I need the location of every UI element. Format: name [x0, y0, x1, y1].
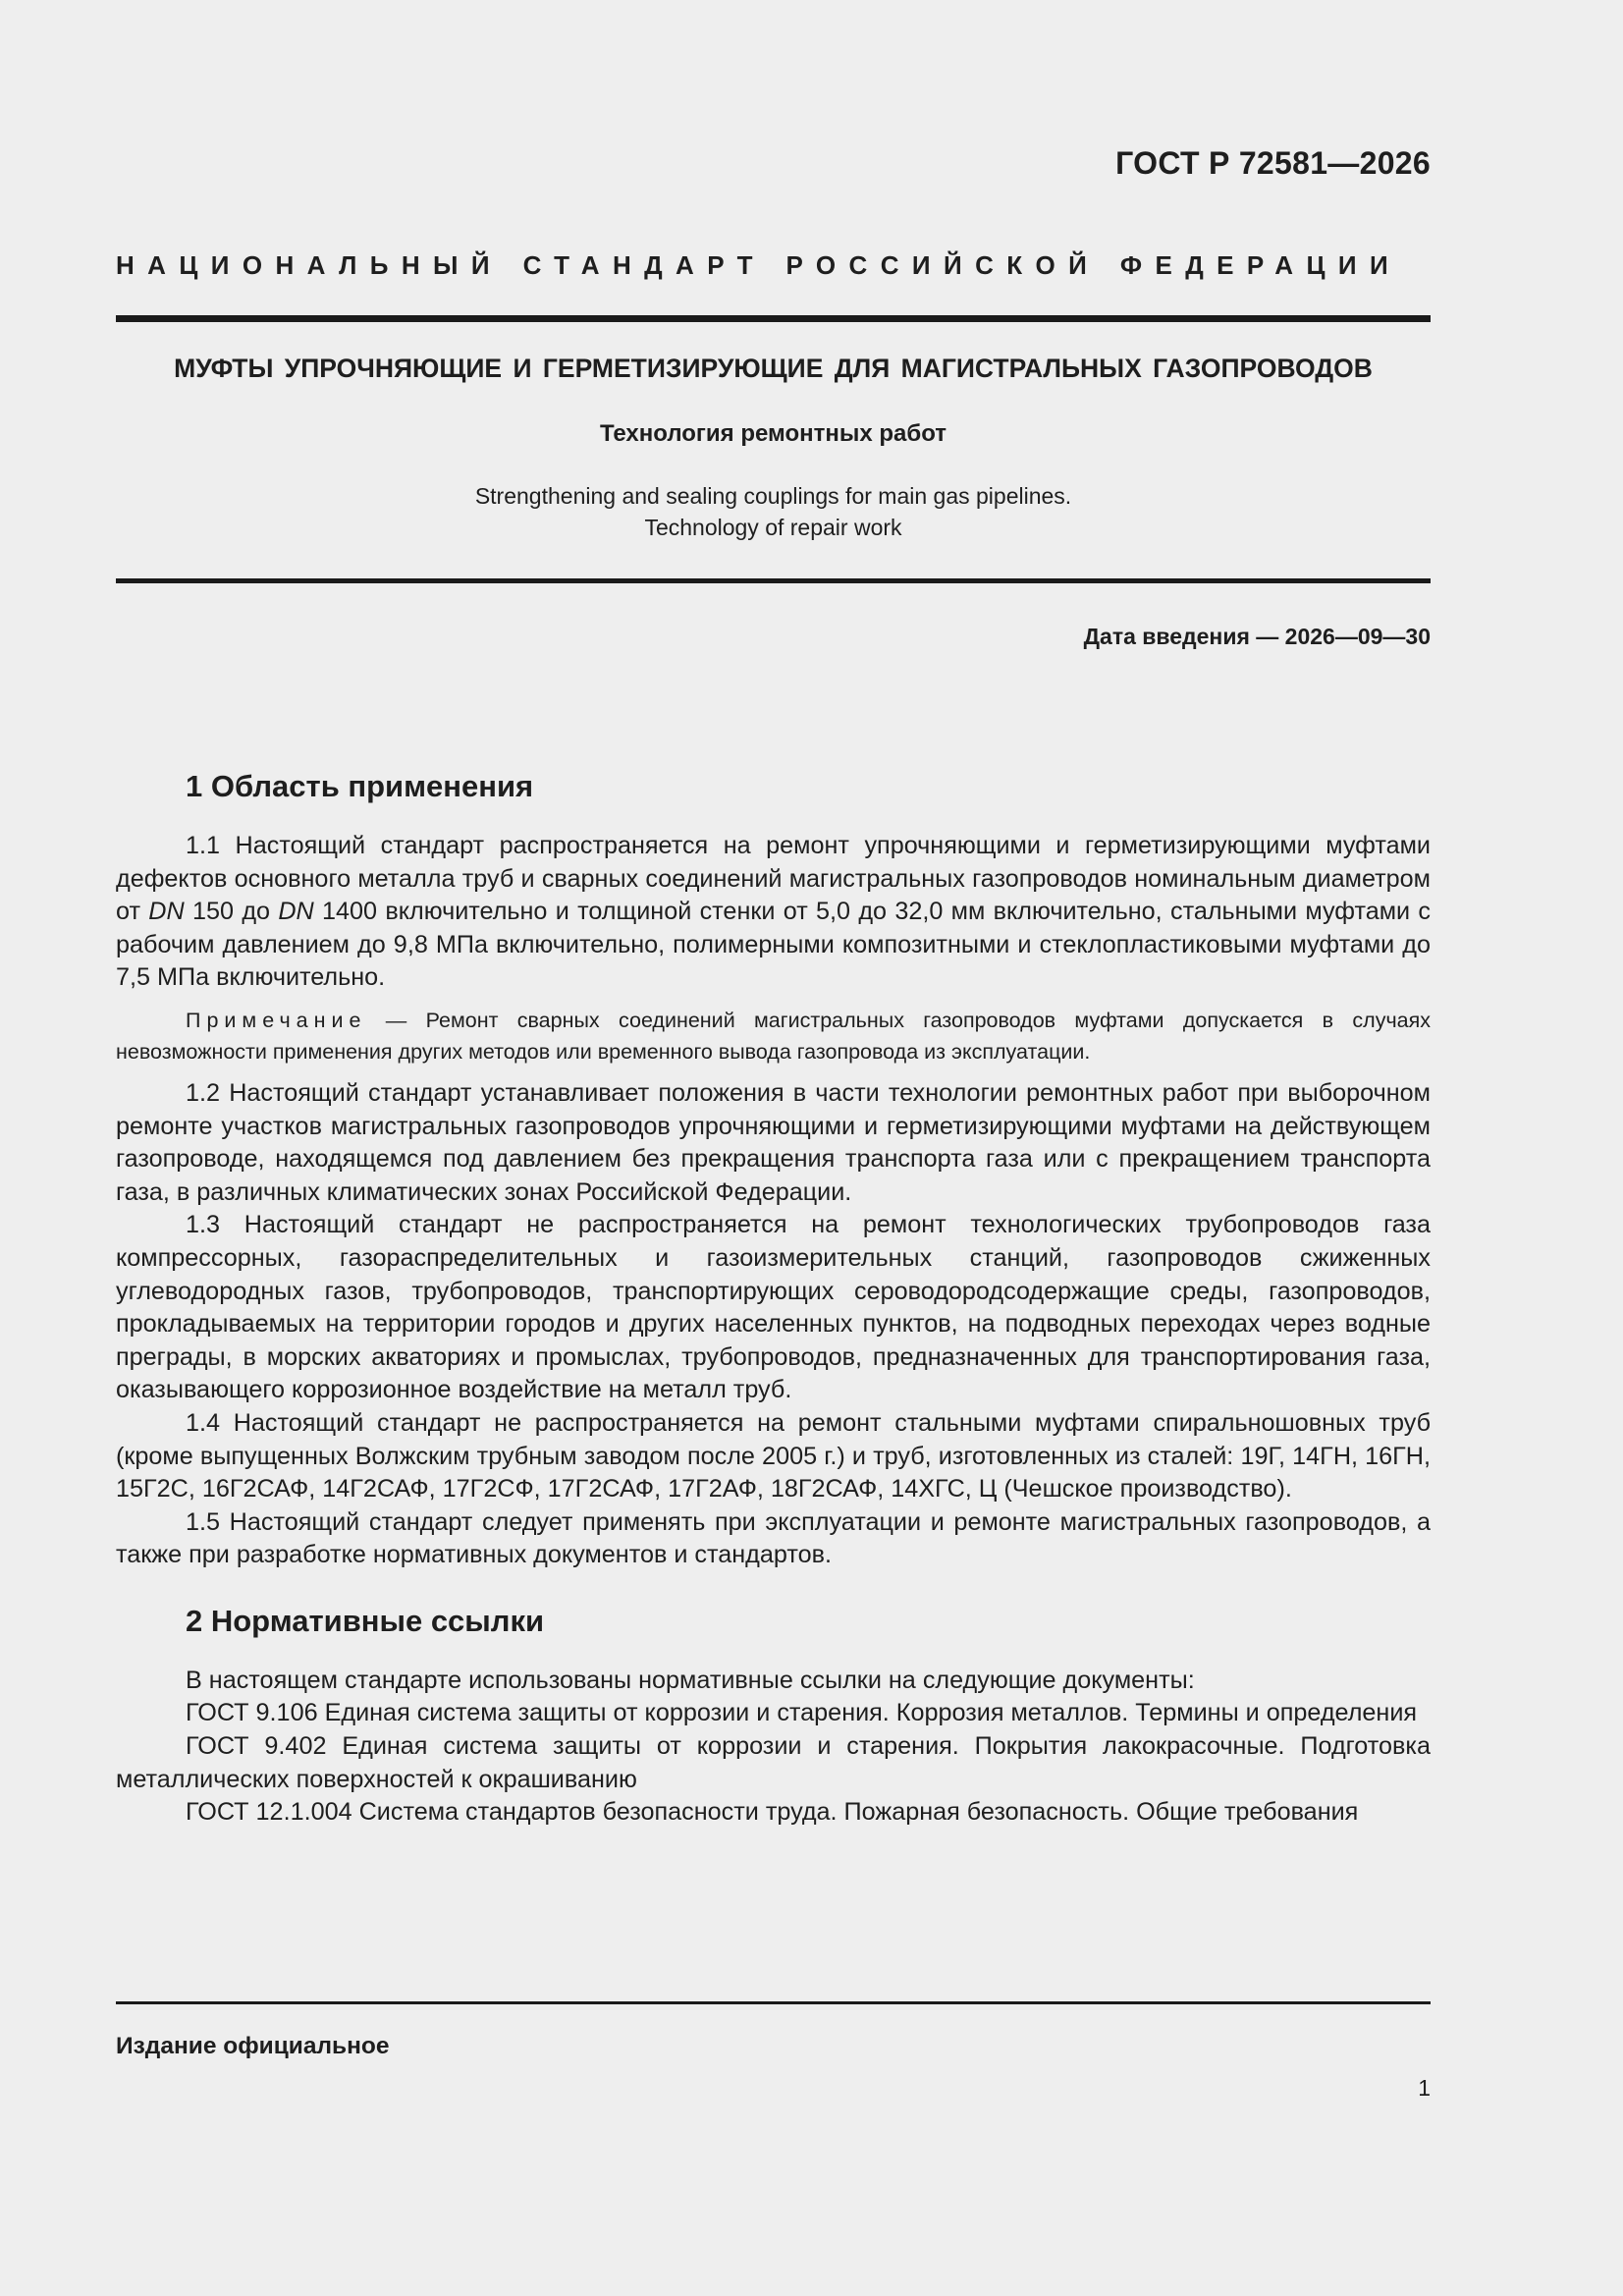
clause-1-3: 1.3 Настоящий стандарт не распространяется на ремонт технологических трубопроводов газа компрессорных, газораспределительных и газоизмерительных станций, газопроводов сжиженных углеводородных газов, трубопроводов, транспортирующих сероводородсодержащие среды, газопроводов, прокладываемых на территории городов и других населенных пунктов, на подводных переходах через водные преграды, в морских акваториях и промыслах, трубопроводов, предназначенных для транспортирования газа, оказывающего коррозионное воздействие на металл труб. — [116, 1211, 1431, 1404]
reference-item: ГОСТ 12.1.004 Система стандартов безопасности труда. Пожарная безопасность. Общие требования — [186, 1798, 1359, 1827]
clause-1-5: 1.5 Настоящий стандарт следует применять при эксплуатации и ремонте магистральных газопроводов, а также при разработке нормативных документов и стандартов. — [116, 1507, 1431, 1569]
reference-item: ГОСТ 9.106 Единая система защиты от коррозии и старения. Коррозия металлов. Термины и определения — [186, 1699, 1418, 1727]
document-title: МУФТЫ УПРОЧНЯЮЩИЕ И ГЕРМЕТИЗИРУЮЩИЕ ДЛЯ МАГИСТРАЛЬНЫХ ГАЗОПРОВОДОВ — [174, 354, 1373, 383]
note — [116, 1005, 1431, 1067]
title-divider — [116, 578, 1431, 583]
document-number: ГОСТ Р 72581—2026 — [1115, 145, 1431, 181]
clause-1-4: 1.4 Настоящий стандарт не распространяется на ремонт стальными муфтами спиральношовных труб (кроме выпущенных Волжским трубным заводом после 2005 г.) и труб, изготовленных из сталей: 19Г, 14ГН, 16ГН, 15Г2С, 16Г2САФ, 14Г2САФ, 17Г2СФ, 17Г2САФ, 17Г2АФ, 18Г2САФ, 14ХГС, Ц (Чешское производство). — [116, 1408, 1431, 1503]
page-number: 1 — [1418, 2075, 1431, 2101]
document-body — [116, 763, 1431, 1830]
section-2-heading: 2 Нормативные ссылки — [186, 1603, 545, 1638]
english-title-line-2: Technology of repair work — [644, 515, 902, 540]
clause-1-1-text-c: 1400 включительно и толщиной стенки от 5,0 до 32,0 мм включительно, стальными муфтами с рабочим давлением до 9,8 МПа включительно, полимерными композитными и стеклопластиковыми муфтами до 7,5 МПа включительно. — [116, 898, 1431, 992]
reference-item: ГОСТ 9.402 Единая система защиты от коррозии и старения. Покрытия лакокрасочные. Подготовка металлических поверхностей к окрашиванию — [116, 1732, 1431, 1793]
introduction-date: Дата введения — 2026—09—30 — [1083, 624, 1431, 649]
clause-1-1 — [116, 830, 1431, 995]
note-label: Примечание — [186, 1008, 367, 1032]
section-1-heading: 1 Область применения — [186, 769, 534, 803]
dn-symbol: DN — [148, 898, 185, 926]
clause-1-1-text-a: 1.1 Настоящий стандарт распространяется на ремонт упрочняющими и герметизирующими муфтами дефектов основного металла труб и сварных соединений магистральных газопроводов номинальным диаметром от — [116, 832, 1431, 926]
top-divider — [116, 315, 1431, 322]
document-subtitle: Технология ремонтных работ — [599, 420, 947, 447]
footer-divider — [116, 2001, 1431, 2004]
note-text: — Ремонт сварных соединений магистральных газопроводов муфтами допускается в случаях невозможности применения других методов или временного вывода газопровода из эксплуатации. — [116, 1008, 1431, 1064]
clause-1-2: 1.2 Настоящий стандарт устанавливает положения в части технологии ремонтных работ при выборочном ремонте участков магистральных газопроводов упрочняющими и герметизирующими муфтами на действующем газопроводе, находящемся под давлением без прекращения транспорта газа или с прекращением транспорта газа, в различных климатических зонах Российской Федерации. — [116, 1078, 1431, 1206]
dn-symbol: DN — [278, 898, 314, 926]
clause-1-1-text-b: 150 до — [184, 898, 279, 926]
national-standard-banner: НАЦИОНАЛЬНЫЙ СТАНДАРТ РОССИЙСКОЙ ФЕДЕРАЦИИ — [116, 250, 1402, 280]
document-page — [116, 0, 1431, 2296]
english-title — [116, 480, 1431, 543]
references-intro: В настоящем стандарте использованы нормативные ссылки на следующие документы: — [186, 1666, 1195, 1694]
english-title-line-1: Strengthening and sealing couplings for main gas pipelines. — [474, 483, 1072, 509]
official-edition-label: Издание официальное — [116, 2033, 390, 2059]
